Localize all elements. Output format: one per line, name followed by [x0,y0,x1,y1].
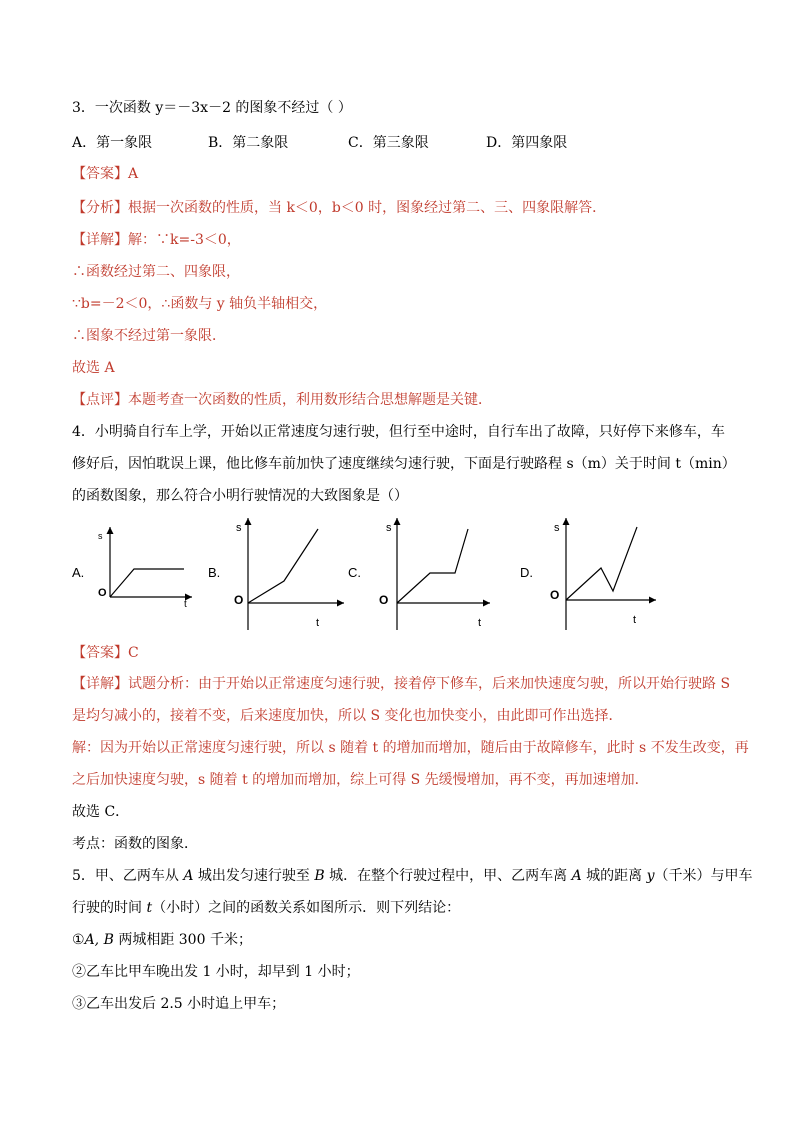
q3-stem: 3．一次函数 y＝－3x－2 的图象不经过（ ） [72,100,352,116]
q5-claim-1 [72,930,252,950]
q3-option-d: D．第四象限 [486,135,568,151]
q4-graphs [60,515,660,640]
graph-a-origin: O [98,587,107,599]
var-b: B [314,868,325,884]
detail-tag: 【详解】 [72,232,128,248]
graph-a-curve [110,569,184,597]
graph-c [348,518,490,630]
q4-stem-line-3: 的函数图象，那么符合小明行驶情况的大致图象是（） [72,488,408,504]
q3-step-3: ∴图象不经过第一象限． [72,328,226,344]
q3-answer [72,164,138,184]
analysis-text: 根据一次函数的性质，当 k＜0，b＜0 时，图象经过第二、三、四象限解答． [128,200,607,216]
graph-a-label: A. [72,565,85,580]
q5-stem-line-1 [72,866,753,886]
q4-solution-2: 之后加快速度匀驶，s 随着 t 的增加而增加，综上可得 S 先缓慢增加，再不变，再加速增加． [72,772,649,788]
q3-option-c: C．第三象限 [348,135,429,151]
q4-choose: 故选 C． [72,804,130,820]
graph-a [72,527,192,610]
graph-d-t-label: t [633,614,637,626]
graph-d-curve [566,527,637,600]
detail-text: 解：∵k=-3＜0， [128,232,241,248]
var-ab: A, B [84,932,114,948]
text-run: 5．甲、乙两车从 [72,868,184,884]
var-y: y [646,868,655,884]
graph-c-t-label: t [478,617,482,629]
analysis-tag: 【分析】 [72,200,128,216]
text-run: 城．在整个行驶过程中，甲、乙两车离 [324,868,572,884]
q5-claim-3: ③乙车出发后 2.5 小时追上甲车； [72,996,286,1012]
q4-detail [72,674,730,694]
answer-tag: 【答案】 [72,166,128,182]
q3-option-b: B．第二象限 [208,135,289,151]
var-t: t [146,900,153,916]
q4-stem-line-2: 修好后，因怕耽误上课，他比修车前加快了速度继续匀速行驶，下面是行驶路程 s（m）关于时间 t（min） [72,456,736,472]
q4-solution-1: 解：因为开始以正常速度匀速行驶，所以 s 随着 t 的增加而增加，随后由于故障修车，此时 s 不发生改变，再 [72,740,749,756]
graph-b-origin: O [234,593,244,607]
graph-b-label: B. [208,565,221,580]
text-run: （小时）之间的函数关系如图所示．则下列结论： [152,900,461,916]
text-run: ① [72,932,85,948]
graph-b [208,518,344,630]
graph-d-s-label: s [554,522,560,534]
q3-detail [72,230,241,250]
q4-stem-line-1: 4．小明骑自行车上学，开始以正常速度匀速行驶，但行至中途时，自行车出了故障，只好停下来修车，车 [72,424,725,440]
text-run: 城的距离 [581,868,647,884]
detail-tag: 【详解】 [72,676,128,692]
answer-value: A [128,166,139,182]
q3-choose: 故选 A [72,360,115,376]
graph-d-origin: O [550,588,560,602]
q3-step-2: ∵b=－2＜0，∴函数与 y 轴负半轴相交， [72,296,328,312]
comment-tag: 【点评】 [72,392,128,408]
q3-option-a: A．第一象限 [72,135,153,151]
graph-b-s-label: s [236,522,242,534]
text-run: 两城相距 300 千米； [113,932,252,948]
graph-c-origin: O [379,593,389,607]
text-run: （千米）与甲车 [654,868,753,884]
graph-d [520,518,656,630]
graph-b-curve [248,529,318,603]
graph-a-s-label: s [98,531,103,541]
text-run: 行驶的时间 [72,900,147,916]
q4-detail-2: 是均匀减小的，接着不变，后来速度加快，所以 S 变化也加快变小，由此即可作出选择． [72,708,623,724]
comment-text: 本题考查一次函数的性质，利用数形结合思想解题是关键． [128,392,492,408]
q3-step-1: ∴函数经过第二、四象限， [72,264,240,280]
q4-kaodian: 考点：函数的图象． [72,836,198,852]
q3-analysis [72,198,606,218]
graph-a-t-label: t [184,599,187,610]
detail-text: 试题分析：由于开始以正常速度匀速行驶，接着停下修车，后来加快速度匀驶，所以开始行驶路 S [128,676,731,692]
answer-tag: 【答案】 [72,645,128,661]
q3-comment [72,390,492,410]
q5-claim-2: ②乙车比甲车晚出发 1 小时，却早到 1 小时； [72,964,360,980]
text-run: 城出发匀速行驶至 [193,868,315,884]
var-a: A [571,868,582,884]
graph-c-curve [397,529,468,603]
q5-stem-line-2 [72,898,460,918]
graph-d-label: D. [520,565,533,580]
graph-c-s-label: s [386,522,392,534]
answer-value: C [128,645,139,661]
var-a: A [183,868,194,884]
graph-c-label: C. [348,565,361,580]
graph-b-t-label: t [316,617,320,629]
q4-answer [72,643,139,663]
